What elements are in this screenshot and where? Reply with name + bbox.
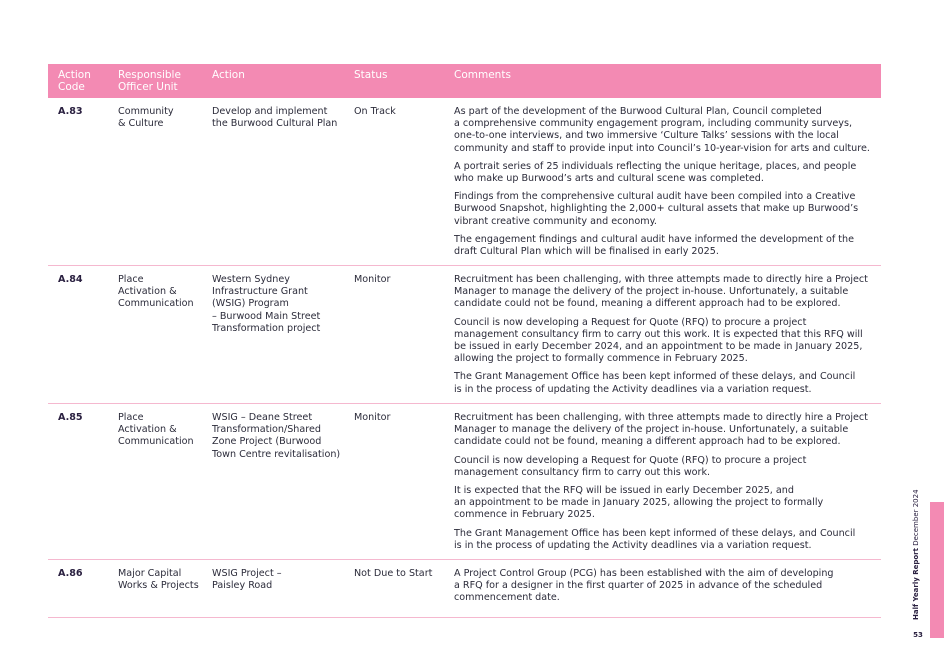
- report-footer-label: [912, 489, 926, 620]
- action-description: WSIG – Deane Street Transformation/Shared Zone Project (Burwood Town Centre revitalisation): [212, 412, 341, 460]
- responsible-unit: Community & Culture: [118, 106, 174, 130]
- action-code: A.84: [58, 274, 83, 285]
- status-value: Not Due to Start: [354, 568, 433, 579]
- action-description: Develop and implement the Burwood Cultural Plan: [212, 106, 338, 130]
- comment-paragraph: Council is now developing a Request for Quote (RFQ) to procure a project management consultancy firm to carry out this work.: [454, 454, 807, 478]
- header-responsible-unit: Responsible Officer Unit: [118, 69, 181, 93]
- table-header: [48, 64, 881, 98]
- action-description: WSIG Project – Paisley Road: [212, 568, 282, 592]
- page-number: 53: [913, 631, 923, 639]
- comments-cell: [444, 266, 881, 403]
- comment-paragraph: A Project Control Group (PCG) has been established with the aim of developing a RFQ for a designer in the first quarter of 2025 in advance of the scheduled commencement date.: [454, 568, 834, 604]
- responsible-unit: Place Activation & Communication: [118, 412, 194, 448]
- report-date: December 2024: [912, 489, 920, 546]
- comment-paragraph: As part of the development of the Burwood Cultural Plan, Council completed a comprehensive community engagement program, including community surveys, one-to-one interviews, and two immersive ‘Culture Talks’ sessions with the local community and staff to provide input into Council’s 10-year-vision for arts and culture.: [454, 106, 870, 154]
- side-accent-tab: [930, 502, 944, 638]
- comments-cell: [444, 560, 881, 617]
- responsible-unit: Place Activation & Communication: [118, 274, 194, 310]
- status-value: Monitor: [354, 274, 391, 285]
- comment-paragraph: Recruitment has been challenging, with three attempts made to directly hire a Project Manager to manage the delivery of the project in-house. Unfortunately, a suitable candidate could not be found, meaning a different approach had to be explored.: [454, 412, 868, 448]
- comment-paragraph: Council is now developing a Request for Quote (RFQ) to procure a project management consultancy firm to carry out this work. It is expected that this RFQ will be issued in early December 2024, and an appointment to be made in January 2025, allowing the project to formally commence in February 2025.: [454, 316, 863, 365]
- action-code: A.85: [58, 412, 83, 423]
- status-value: Monitor: [354, 412, 391, 423]
- action-code: A.86: [58, 568, 83, 579]
- comment-paragraph: Findings from the comprehensive cultural audit have been compiled into a Creative Burwood Snapshot, highlighting the 2,000+ cultural assets that make up Burwood’s vibrant creative community and economy.: [454, 191, 859, 227]
- comment-paragraph: The Grant Management Office has been kept informed of these delays, and Council is in the process of updating the Activity deadlines via a variation request.: [454, 371, 856, 395]
- table-row: [48, 266, 881, 404]
- header-action: Action: [212, 69, 245, 81]
- action-description: Western Sydney Infrastructure Grant (WSIG) Program – Burwood Main Street Transformation project: [212, 274, 321, 334]
- table-row: [48, 560, 881, 618]
- comments-cell: [444, 404, 881, 559]
- header-status: Status: [354, 69, 388, 81]
- action-code: A.83: [58, 106, 83, 117]
- header-comments: Comments: [454, 69, 511, 81]
- comment-paragraph: The Grant Management Office has been kept informed of these delays, and Council is in the process of updating the Activity deadlines via a variation request.: [454, 527, 856, 551]
- comment-paragraph: It is expected that the RFQ will be issued in early December 2025, and an appointment to be made in January 2025, allowing the project to formally commence in February 2025.: [454, 485, 824, 521]
- report-title: Half Yearly Report: [912, 548, 920, 620]
- actions-table: [48, 64, 881, 618]
- table-row: [48, 404, 881, 560]
- table-row: [48, 98, 881, 266]
- comment-paragraph: Recruitment has been challenging, with three attempts made to directly hire a Project Manager to manage the delivery of the project in-house. Unfortunately, a suitable candidate could not be found, meaning a different approach had to be explored.: [454, 274, 868, 310]
- status-value: On Track: [354, 106, 396, 117]
- header-action-code: Action Code: [58, 69, 91, 93]
- comment-paragraph: The engagement findings and cultural audit have informed the development of the draft Cultural Plan which will be finalised in early 2025.: [454, 233, 855, 258]
- responsible-unit: Major Capital Works & Projects: [118, 568, 199, 592]
- comment-paragraph: A portrait series of 25 individuals reflecting the unique heritage, places, and people who make up Burwood’s arts and cultural scene was completed.: [454, 160, 857, 185]
- comments-cell: [444, 98, 881, 265]
